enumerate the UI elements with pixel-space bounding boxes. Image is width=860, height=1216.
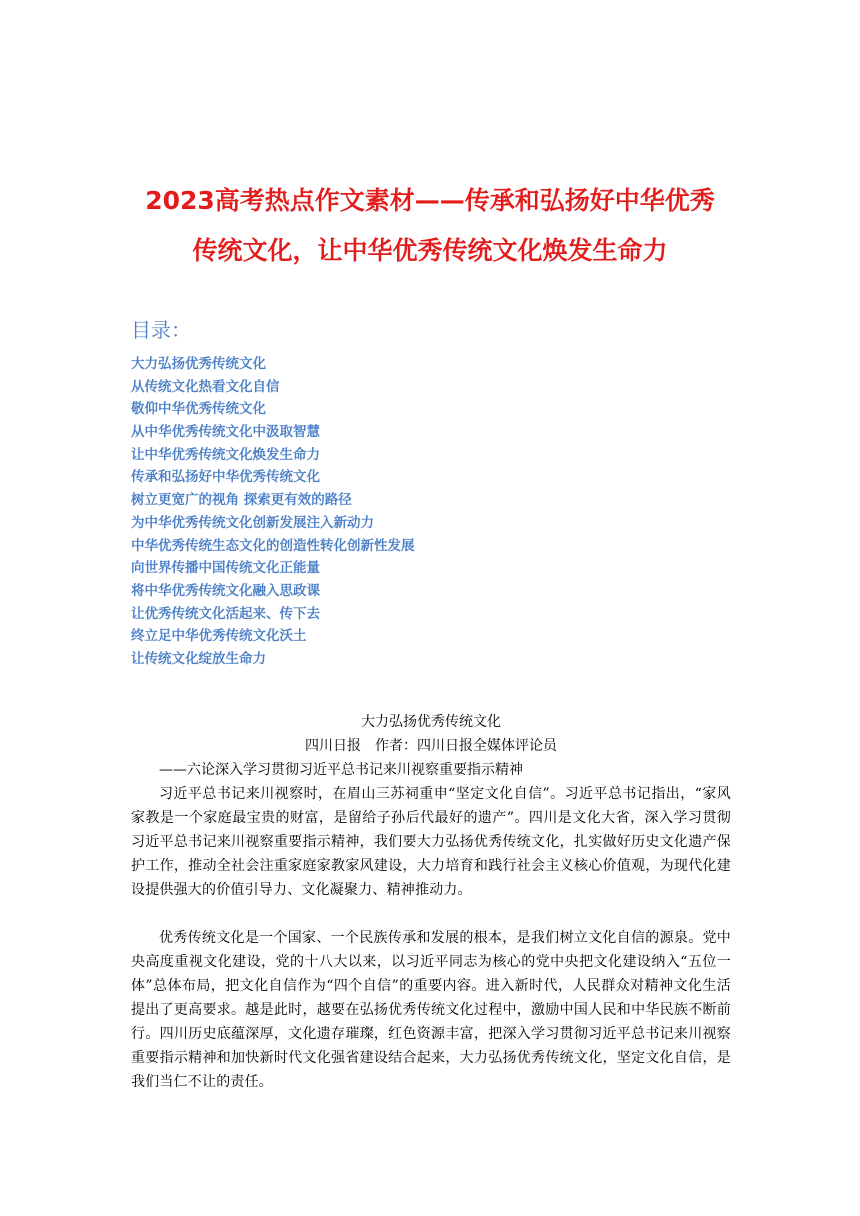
- toc-item[interactable]: 终立足中华优秀传统文化沃土: [131, 628, 307, 645]
- toc-item[interactable]: 大力弘扬优秀传统文化: [131, 356, 266, 372]
- article: [131, 710, 731, 1094]
- table-of-contents: [131, 353, 415, 671]
- toc-item[interactable]: 让优秀传统文化活起来、传下去: [131, 605, 320, 622]
- article-source: 四川日报 作者：四川日报全媒体评论员: [305, 738, 557, 754]
- toc-heading: 目录：: [131, 318, 191, 342]
- toc-item[interactable]: 敬仰中华优秀传统文化: [131, 401, 266, 418]
- toc-item[interactable]: 让传统文化绽放生命力: [131, 650, 266, 667]
- article-paragraph: 优秀传统文化是一个国家、一个民族传承和发展的根本，是我们树立文化自信的源泉。党中央高度重视文化建设，党的十八大以来，以习近平同志为核心的党中央把文化建设纳入“五位一体”总体布局，把文化自信作为“四个自信”的重要内容。进入新时代，人民群众对精神文化生活提出了更高要求。越是此时，越要在弘扬优秀传统文化过程中，激励中国人民和中华民族不断前行。四川历史底蕴深厚，文化遗存璀璨，红色资源丰富，把深入学习贯彻习近平总书记来川视察重要指示精神和加快新时代文化强省建设结合起来，大力弘扬优秀传统文化，坚定文化自信，是我们当仁不让的责任。: [131, 930, 731, 1090]
- toc-item[interactable]: 中华优秀传统生态文化的创造性转化创新性发展: [131, 537, 415, 554]
- toc-item[interactable]: 向世界传播中国传统文化正能量: [131, 560, 320, 577]
- title-line-1: 2023高考热点作文素材——传承和弘扬好中华优秀: [145, 186, 715, 215]
- toc-item[interactable]: 传承和弘扬好中华优秀传统文化: [131, 469, 320, 486]
- toc-item[interactable]: 从传统文化热看文化自信: [131, 378, 280, 395]
- toc-item[interactable]: 让中华优秀传统文化焕发生命力: [131, 446, 320, 463]
- document-title: [110, 176, 750, 276]
- toc-item[interactable]: 将中华优秀传统文化融入思政课: [131, 582, 320, 599]
- toc-item[interactable]: 为中华优秀传统文化创新发展注入新动力: [131, 514, 374, 531]
- article-subtitle: ——六论深入学习贯彻习近平总书记来川视察重要指示精神: [159, 762, 523, 778]
- toc-item[interactable]: 树立更宽广的视角 探索更有效的路径: [131, 492, 352, 509]
- toc-item[interactable]: 从中华优秀传统文化中汲取智慧: [131, 424, 320, 441]
- title-line-2: 传统文化，让中华优秀传统文化焕发生命力: [192, 236, 668, 265]
- article-title: 大力弘扬优秀传统文化: [361, 714, 501, 730]
- article-paragraph: 习近平总书记来川视察时，在眉山三苏祠重申“坚定文化自信”。习近平总书记指出，“家风家教是一个家庭最宝贵的财富，是留给子孙后代最好的遗产”。四川是文化大省，深入学习贯彻习近平总书记来川视察重要指示精神，我们要大力弘扬优秀传统文化，扎实做好历史文化遗产保护工作，推动全社会注重家庭家教家风建设，大力培育和践行社会主义核心价值观，为现代化建设提供强大的价值引导力、文化凝聚力、精神推动力。: [131, 786, 731, 898]
